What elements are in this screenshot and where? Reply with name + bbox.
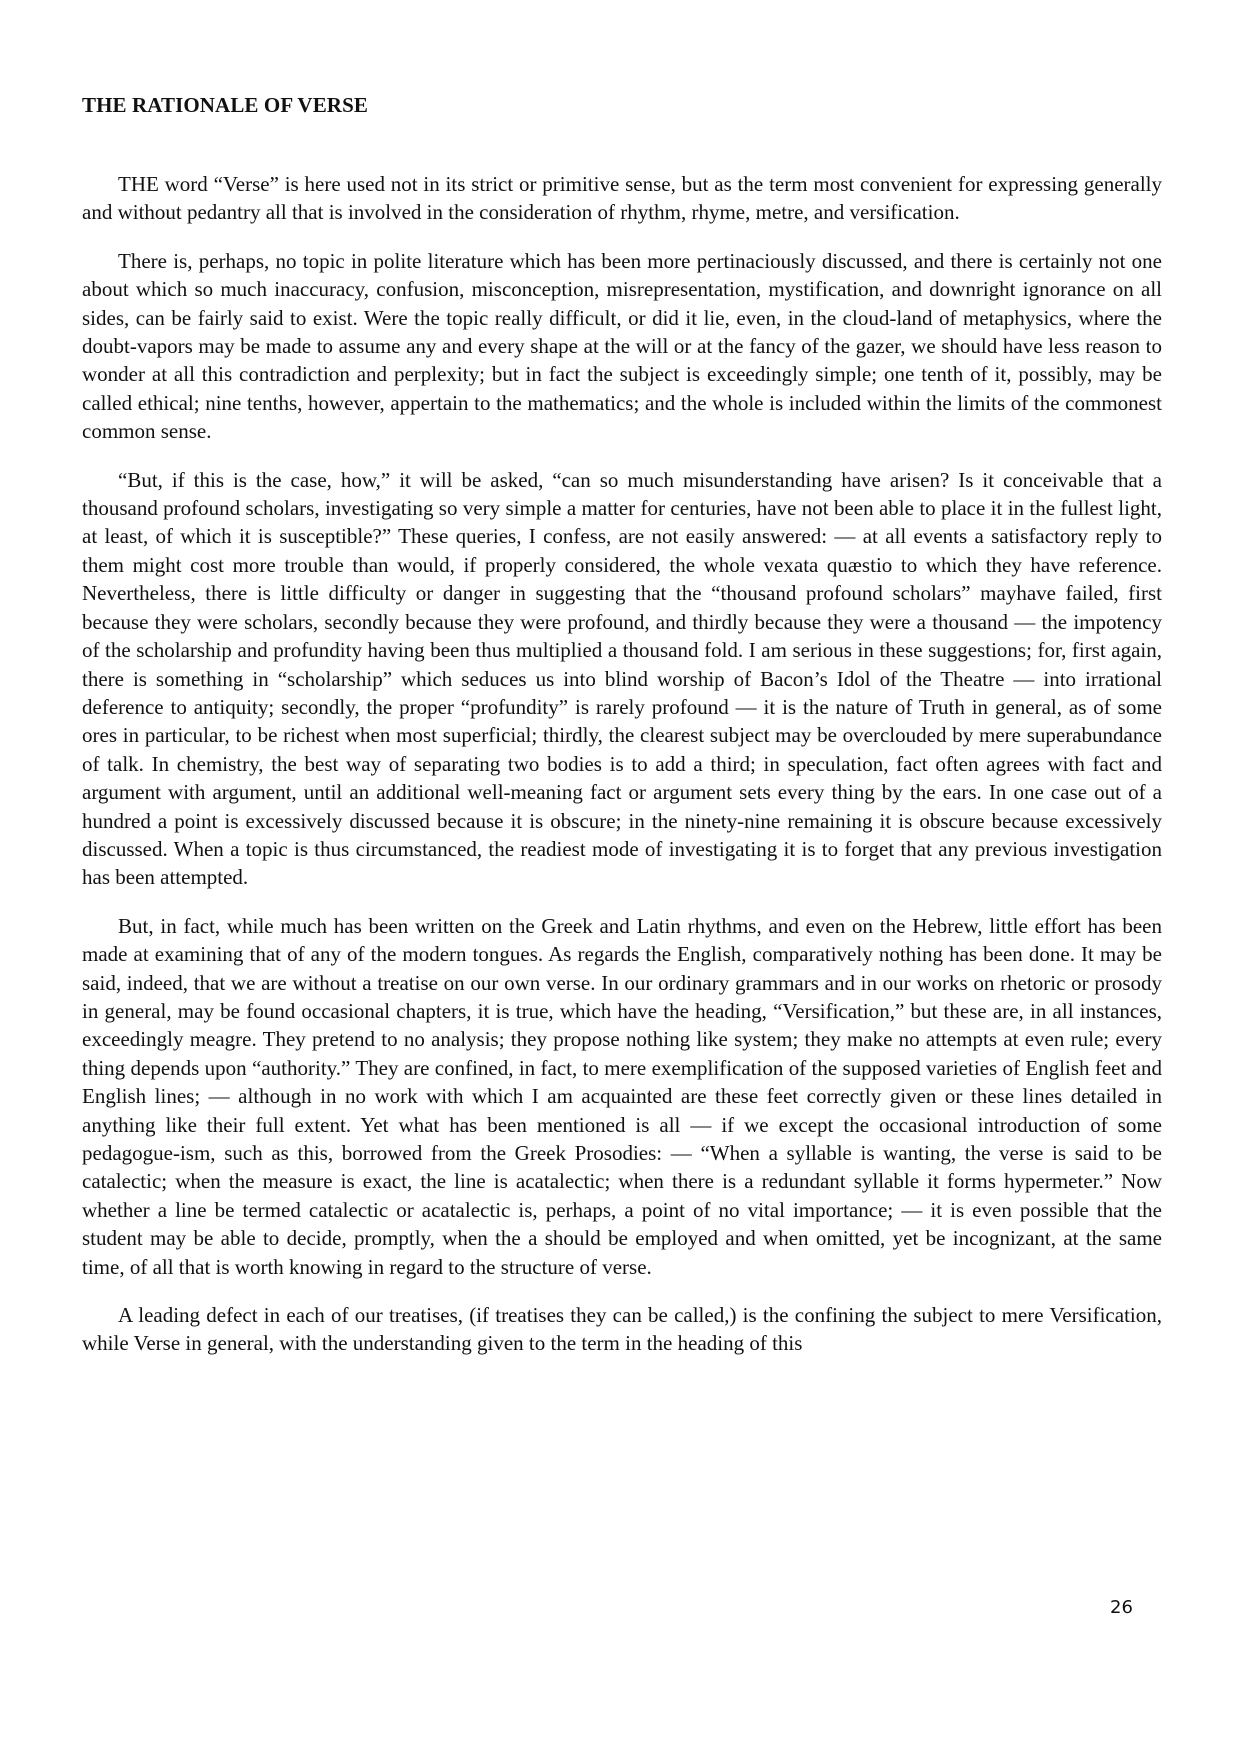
page-title: THE RATIONALE OF VERSE	[82, 93, 368, 117]
page-number: 26	[1110, 1597, 1133, 1618]
paragraph-5: A leading defect in each of our treatises, (if treatises they can be called,) is the confining the subject to mere Versification, while Verse in general, with the understanding given to the term in the heading of this	[82, 1303, 1162, 1356]
paragraph-1: THE word “Verse” is here used not in its strict or primitive sense, but as the term most convenient for expressing generally and without pedantry all that is involved in the consideration of rhythm, rhyme, metre, and versification.	[82, 172, 1162, 225]
paragraph-3: “But, if this is the case, how,” it will be asked, “can so much misunderstanding have arisen? Is it conceivable that a thousand profound scholars, investigating so very simple a matter for centuries, have not been able to place it in the fullest light, at least, of which it is susceptible?” These queries, I confess, are not easily answered: — at all events a satisfactory reply to them might cost more trouble than would, if properly considered, the whole vexata quæstio to which they have reference. Nevertheless, there is little difficulty or danger in suggesting that the “thousand profound scholars” mayhave failed, first because they were scholars, secondly because they were profound, and thirdly because they were a thousand — the impotency of the scholarship and profundity having been thus multiplied a thousand fold. I am serious in these suggestions; for, first again, there is something in “scholarship” which seduces us into blind worship of Bacon’s Idol of the Theatre — into irrational deference to antiquity; secondly, the proper “profundity” is rarely profound — it is the nature of Truth in general, as of some ores in particular, to be richest when most superficial; thirdly, the clearest subject may be overclouded by mere superabundance of talk. In chemistry, the best way of separating two bodies is to add a third; in speculation, fact often agrees with fact and argument with argument, until an additional well-meaning fact or argument sets every thing by the ears. In one case out of a hundred a point is excessively discussed because it is obscure; in the ninety-nine remaining it is obscure because excessively discussed. When a topic is thus circumstanced, the readiest mode of investigating it is to forget that any previous investigation has been attempted.	[82, 467, 1162, 890]
paragraph-4: But, in fact, while much has been written on the Greek and Latin rhythms, and even on the Hebrew, little effort has been made at examining that of any of the modern tongues. As regards the English, comparatively nothing has been done. It may be said, indeed, that we are without a treatise on our own verse. In our ordinary grammars and in our works on rhetoric or prosody in general, may be found occasional chapters, it is true, which have the heading, “Versification,” but these are, in all instances, exceedingly meagre. They pretend to no analysis; they propose nothing like system; they make no attempts at even rule; every thing depends upon “authority.” They are confined, in fact, to mere exemplification of the supposed varieties of English feet and English lines; — although in no work with which I am acquainted are these feet correctly given or these lines detailed in anything like their full extent. Yet what has been mentioned is all — if we except the occasional introduction of some pedagogue-ism, such as this, borrowed from the Greek Prosodies: — “When a syllable is wanting, the verse is said to be catalectic; when the measure is exact, the line is acatalectic; when there is a redundant syllable it forms hypermeter.” Now whether a line be termed catalectic or acatalectic is, perhaps, a point of no vital importance; — it is even possible that the student may be able to decide, promptly, when the a should be employed and when omitted, yet be incognizant, at the same time, of all that is worth knowing in regard to the structure of verse.	[82, 913, 1162, 1279]
paragraph-2: There is, perhaps, no topic in polite literature which has been more pertinaciously discussed, and there is certainly not one about which so much inaccuracy, confusion, misconception, misrepresentation, mystification, and downright ignorance on all sides, can be fairly said to exist. Were the topic really difficult, or did it lie, even, in the cloud-land of metaphysics, where the doubt-vapors may be made to assume any and every shape at the will or at the fancy of the gazer, we should have less reason to wonder at all this contradiction and perplexity; but in fact the subject is exceedingly simple; one tenth of it, possibly, may be called ethical; nine tenths, however, appertain to the mathematics; and the whole is included within the limits of the commonest common sense.	[82, 248, 1162, 444]
body-text	[82, 170, 1162, 1378]
